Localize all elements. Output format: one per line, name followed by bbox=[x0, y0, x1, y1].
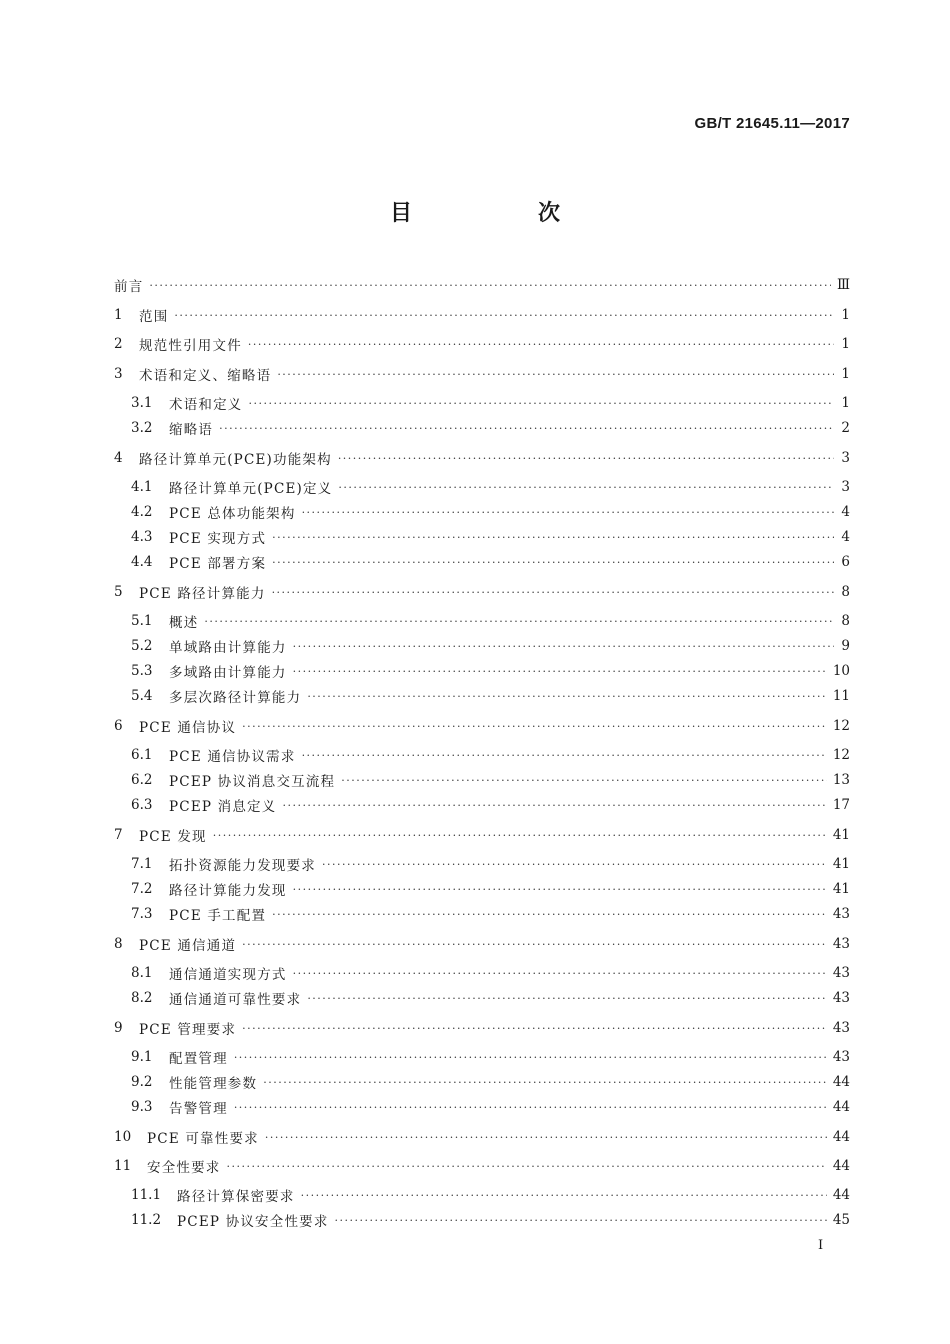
toc-leader-dots bbox=[248, 338, 834, 351]
toc-entry[interactable] bbox=[131, 660, 850, 682]
toc-entry-page: 9 bbox=[841, 638, 850, 654]
toc-entry[interactable] bbox=[114, 715, 850, 737]
toc-entry[interactable] bbox=[131, 635, 850, 657]
toc-entry-number: 5.4 bbox=[131, 688, 153, 704]
toc-leader-dots bbox=[338, 481, 834, 494]
toc-entry-number: 11.1 bbox=[131, 1187, 162, 1203]
toc-entry-page: 44 bbox=[832, 1158, 850, 1174]
toc-entry-page: 44 bbox=[832, 1129, 850, 1145]
toc-entry-page: 43 bbox=[832, 1020, 850, 1036]
toc-entry-title: PCE 发现 bbox=[139, 829, 207, 845]
toc-entry[interactable] bbox=[131, 878, 850, 900]
toc-entry-number: 7.3 bbox=[131, 906, 153, 922]
toc-entry-page: 8 bbox=[841, 613, 850, 629]
toc-entry-page: 3 bbox=[841, 479, 850, 495]
toc-entry[interactable] bbox=[131, 853, 850, 875]
toc-entry[interactable] bbox=[114, 274, 850, 296]
toc-entry[interactable] bbox=[131, 1096, 850, 1118]
toc-entry-page: 2 bbox=[841, 420, 850, 436]
toc-entry-number: 7.1 bbox=[131, 856, 153, 872]
toc-entry-page: 43 bbox=[832, 906, 850, 922]
toc-entry-page: 1 bbox=[841, 307, 850, 323]
toc-entry-number: 8 bbox=[114, 936, 123, 952]
toc-entry-number: 3.1 bbox=[131, 395, 153, 411]
toc-entry-number: 6 bbox=[114, 718, 123, 734]
toc-leader-dots bbox=[213, 829, 827, 842]
toc-leader-dots bbox=[307, 690, 827, 703]
toc-entry-page: 6 bbox=[841, 554, 850, 570]
toc-entry-number: 9.2 bbox=[131, 1074, 153, 1090]
toc-entry-page: Ⅲ bbox=[836, 277, 850, 293]
toc-entry-number: 5 bbox=[114, 584, 123, 600]
toc-entry-number: 11.2 bbox=[131, 1212, 162, 1228]
toc-entry-number: 3 bbox=[114, 366, 123, 382]
toc-entry-number: 1 bbox=[114, 307, 123, 323]
toc-entry-page: 8 bbox=[841, 584, 850, 600]
toc-entry-title: 单域路由计算能力 bbox=[169, 640, 287, 656]
toc-entry[interactable] bbox=[131, 769, 850, 791]
toc-entry-number: 2 bbox=[114, 336, 123, 352]
toc-entry[interactable] bbox=[131, 392, 850, 414]
toc-entry-number: 4.2 bbox=[131, 504, 153, 520]
toc-leader-dots bbox=[272, 908, 827, 921]
toc-leader-dots bbox=[293, 967, 827, 980]
toc-entry-number: 11 bbox=[114, 1158, 132, 1174]
toc-leader-dots bbox=[263, 1076, 827, 1089]
toc-leader-dots bbox=[234, 1051, 827, 1064]
toc-entry[interactable] bbox=[114, 933, 850, 955]
toc-leader-dots bbox=[249, 397, 835, 410]
toc-leader-dots bbox=[338, 452, 834, 465]
toc-entry[interactable] bbox=[131, 794, 850, 816]
toc-leader-dots bbox=[335, 1214, 827, 1227]
toc-entry-title: 缩略语 bbox=[169, 422, 214, 438]
toc-leader-dots bbox=[282, 799, 826, 812]
toc-entry-title: PCE 实现方式 bbox=[169, 531, 267, 547]
toc-entry-page: 17 bbox=[832, 797, 850, 813]
toc-leader-dots bbox=[272, 586, 834, 599]
toc-entry-title: 通信通道实现方式 bbox=[169, 967, 287, 983]
toc-entry[interactable] bbox=[131, 551, 850, 573]
toc-entry-title: 范围 bbox=[139, 309, 169, 325]
toc-entry-title: 性能管理参数 bbox=[169, 1076, 258, 1092]
toc-entry-page: 41 bbox=[832, 881, 850, 897]
toc-entry-number: 5.3 bbox=[131, 663, 153, 679]
standard-code: GB/T 21645.11—2017 bbox=[694, 115, 850, 132]
toc-entry-page: 44 bbox=[832, 1074, 850, 1090]
toc-entry[interactable] bbox=[131, 962, 850, 984]
toc-entry-number: 6.2 bbox=[131, 772, 153, 788]
toc-entry[interactable] bbox=[131, 1209, 850, 1231]
toc-entry-title: 安全性要求 bbox=[147, 1160, 221, 1176]
toc-entry[interactable] bbox=[131, 610, 850, 632]
toc-entry-page: 10 bbox=[832, 663, 850, 679]
page-title: 目 次 bbox=[389, 200, 612, 226]
toc-entry-page: 1 bbox=[841, 336, 850, 352]
toc-entry-title: 路径计算单元(PCE)功能架构 bbox=[139, 452, 332, 468]
toc-entry[interactable] bbox=[114, 363, 850, 385]
toc-entry-title: PCEP 协议消息交互流程 bbox=[169, 774, 336, 790]
toc-entry[interactable] bbox=[114, 304, 850, 326]
toc-leader-dots bbox=[242, 1022, 827, 1035]
toc-entry-page: 43 bbox=[832, 936, 850, 952]
toc-entry-title: PCE 手工配置 bbox=[169, 908, 267, 924]
toc-entry-title: 多层次路径计算能力 bbox=[169, 690, 302, 706]
toc-entry-page: 4 bbox=[841, 529, 850, 545]
toc-entry-page: 41 bbox=[832, 856, 850, 872]
toc-entry-number: 3.2 bbox=[131, 420, 153, 436]
toc-entry-title: 规范性引用文件 bbox=[139, 338, 242, 354]
toc-entry-number: 8.1 bbox=[131, 965, 153, 981]
toc-leader-dots bbox=[204, 615, 834, 628]
toc-leader-dots bbox=[307, 992, 827, 1005]
toc-entry-title: PCE 总体功能架构 bbox=[169, 506, 296, 522]
toc-entry-page: 11 bbox=[832, 688, 850, 704]
toc-entry[interactable] bbox=[131, 685, 850, 707]
toc-entry[interactable] bbox=[114, 824, 850, 846]
toc-leader-dots bbox=[302, 749, 827, 762]
toc-entry-title: 拓扑资源能力发现要求 bbox=[169, 858, 316, 874]
toc-leader-dots bbox=[301, 1189, 827, 1202]
toc-entry[interactable] bbox=[131, 526, 850, 548]
toc-entry-title: 路径计算保密要求 bbox=[177, 1189, 295, 1205]
toc-entry-number: 9 bbox=[114, 1020, 123, 1036]
toc-entry[interactable] bbox=[131, 501, 850, 523]
toc-entry[interactable] bbox=[114, 1017, 850, 1039]
toc-entry-page: 4 bbox=[841, 504, 850, 520]
toc-entry-page: 1 bbox=[841, 366, 850, 382]
toc-leader-dots bbox=[302, 506, 834, 519]
toc-entry[interactable] bbox=[131, 476, 850, 498]
toc-entry-title: PCEP 消息定义 bbox=[169, 799, 277, 815]
toc-entry-title: PCE 通信协议需求 bbox=[169, 749, 296, 765]
toc-entry-title: PCE 通信通道 bbox=[139, 938, 237, 954]
toc-entry-number: 6.1 bbox=[131, 747, 153, 763]
toc-entry[interactable] bbox=[131, 987, 850, 1009]
toc-entry[interactable] bbox=[131, 903, 850, 925]
toc-entry-page: 12 bbox=[832, 718, 850, 734]
toc-entry-title: 前言 bbox=[114, 279, 144, 295]
toc-leader-dots bbox=[272, 531, 834, 544]
toc-entry-page: 43 bbox=[832, 965, 850, 981]
toc-leader-dots bbox=[242, 720, 827, 733]
toc-leader-dots bbox=[277, 368, 834, 381]
toc-entry[interactable] bbox=[114, 581, 850, 603]
toc-entry-number: 4.3 bbox=[131, 529, 153, 545]
toc-entry-page: 1 bbox=[841, 395, 850, 411]
toc-entry-number: 7.2 bbox=[131, 881, 153, 897]
toc-entry-number: 5.1 bbox=[131, 613, 153, 629]
toc-leader-dots bbox=[265, 1131, 827, 1144]
toc-entry-page: 45 bbox=[832, 1212, 850, 1228]
toc-entry-title: 概述 bbox=[169, 615, 199, 631]
toc-entry-title: PCE 路径计算能力 bbox=[139, 586, 266, 602]
toc-entry-title: 术语和定义 bbox=[169, 397, 243, 413]
toc-leader-dots bbox=[174, 309, 834, 322]
toc-leader-dots bbox=[293, 883, 827, 896]
toc-entry[interactable] bbox=[131, 417, 850, 439]
toc-entry-title: PCE 可靠性要求 bbox=[147, 1131, 259, 1147]
toc-entry-page: 43 bbox=[832, 990, 850, 1006]
toc-leader-dots bbox=[293, 640, 834, 653]
toc-leader-dots bbox=[293, 665, 827, 678]
toc-entry[interactable] bbox=[131, 1046, 850, 1068]
toc-entry-title: 术语和定义、缩略语 bbox=[139, 368, 272, 384]
toc-entry-page: 13 bbox=[832, 772, 850, 788]
toc-entry-page: 3 bbox=[841, 450, 850, 466]
toc-entry-number: 4 bbox=[114, 450, 123, 466]
toc-entry-page: 43 bbox=[832, 1049, 850, 1065]
toc-entry-number: 9.3 bbox=[131, 1099, 153, 1115]
toc-entry-number: 8.2 bbox=[131, 990, 153, 1006]
toc-entry[interactable] bbox=[114, 447, 850, 469]
toc-entry-number: 10 bbox=[114, 1129, 132, 1145]
toc-leader-dots bbox=[341, 774, 827, 787]
toc-entry[interactable] bbox=[131, 1184, 850, 1206]
toc-entry-title: 路径计算单元(PCE)定义 bbox=[169, 481, 333, 497]
toc-leader-dots bbox=[322, 858, 827, 871]
toc-entry-title: PCEP 协议安全性要求 bbox=[177, 1214, 329, 1230]
toc-entry-title: 告警管理 bbox=[169, 1101, 228, 1117]
toc-entry-title: 多域路由计算能力 bbox=[169, 665, 287, 681]
toc-entry-number: 9.1 bbox=[131, 1049, 153, 1065]
toc-entry-number: 5.2 bbox=[131, 638, 153, 654]
toc-leader-dots bbox=[149, 279, 831, 292]
toc-entry-title: 配置管理 bbox=[169, 1051, 228, 1067]
toc-entry-title: 路径计算能力发现 bbox=[169, 883, 287, 899]
toc-leader-dots bbox=[272, 556, 834, 569]
toc-entry[interactable] bbox=[131, 1071, 850, 1093]
toc-leader-dots bbox=[242, 938, 827, 951]
toc-entry-page: 41 bbox=[832, 827, 850, 843]
toc-entry-title: PCE 部署方案 bbox=[169, 556, 267, 572]
toc-entry-page: 44 bbox=[832, 1187, 850, 1203]
toc-entry-number: 4.4 bbox=[131, 554, 153, 570]
toc-leader-dots bbox=[234, 1101, 827, 1114]
toc-entry[interactable] bbox=[114, 1126, 850, 1148]
toc-leader-dots bbox=[227, 1160, 827, 1173]
toc-entry-title: PCE 管理要求 bbox=[139, 1022, 237, 1038]
toc-entry-number: 4.1 bbox=[131, 479, 153, 495]
toc-entry[interactable] bbox=[114, 1155, 850, 1177]
toc-entry-number: 7 bbox=[114, 827, 123, 843]
footer-page-number: I bbox=[818, 1238, 824, 1253]
toc-entry-page: 44 bbox=[832, 1099, 850, 1115]
toc-leader-dots bbox=[219, 422, 834, 435]
toc-entry-number: 6.3 bbox=[131, 797, 153, 813]
toc-entry-title: PCE 通信协议 bbox=[139, 720, 237, 736]
toc-entry-page: 12 bbox=[832, 747, 850, 763]
toc-entry[interactable] bbox=[114, 333, 850, 355]
toc-entry[interactable] bbox=[131, 744, 850, 766]
toc-entry-title: 通信通道可靠性要求 bbox=[169, 992, 302, 1008]
